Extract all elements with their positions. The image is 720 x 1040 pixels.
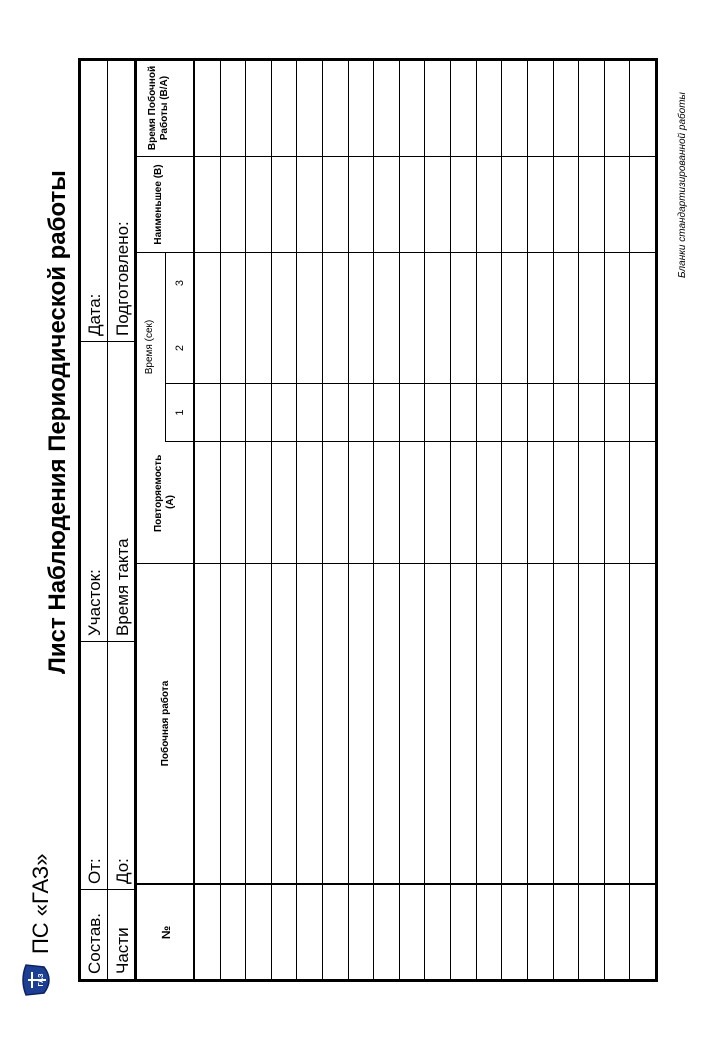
time-subcolumn-1: 1 [174, 409, 186, 416]
table-row [528, 60, 554, 980]
date-label: Дата: [85, 293, 104, 336]
table-row [605, 60, 631, 980]
time-subcolumn-2: 2 [174, 344, 186, 352]
page-title: Лист Наблюдения Периодической работы [44, 170, 71, 674]
table-row [400, 60, 426, 980]
from-label: От: [85, 858, 104, 884]
table-row [195, 60, 221, 980]
table-row [477, 60, 503, 980]
side-work-time-column-header: Время Побочной Работы (B/A) [147, 65, 170, 151]
prepared-label: Подготовлено: [113, 221, 132, 336]
company-name: ПС «ГАЗ» [28, 853, 53, 954]
parts-label: Части [113, 927, 132, 974]
footer-note: Бланки стандартизированной работы [677, 92, 688, 278]
table-row [349, 60, 375, 980]
logo-text: ГАЗ [38, 973, 45, 987]
section-label: Участок: [85, 569, 104, 636]
to-label: До: [113, 858, 132, 884]
table-row [246, 60, 272, 980]
side-work-column-header: Побочная работа [160, 680, 171, 767]
table-row [426, 60, 452, 980]
company-logo [20, 962, 54, 998]
table-row [323, 60, 349, 980]
table-row [554, 60, 580, 980]
table-row [579, 60, 605, 980]
time-group-header: Время (сек) [144, 319, 155, 375]
table-row [297, 60, 323, 980]
table-row [502, 60, 528, 980]
time-subcolumn-3: 3 [174, 279, 186, 287]
table-row [630, 60, 656, 980]
repeatability-column-header: Повторяемость (A) [153, 454, 176, 532]
table-row [221, 60, 247, 980]
number-column-header: № [159, 925, 173, 940]
composition-label: Состав. [85, 912, 104, 974]
takt-time-label: Время такта [113, 538, 132, 636]
table-row [374, 60, 400, 980]
minimum-column-header: Наименьшее (B) [153, 164, 164, 245]
table-row [451, 60, 477, 980]
table-row [272, 60, 298, 980]
